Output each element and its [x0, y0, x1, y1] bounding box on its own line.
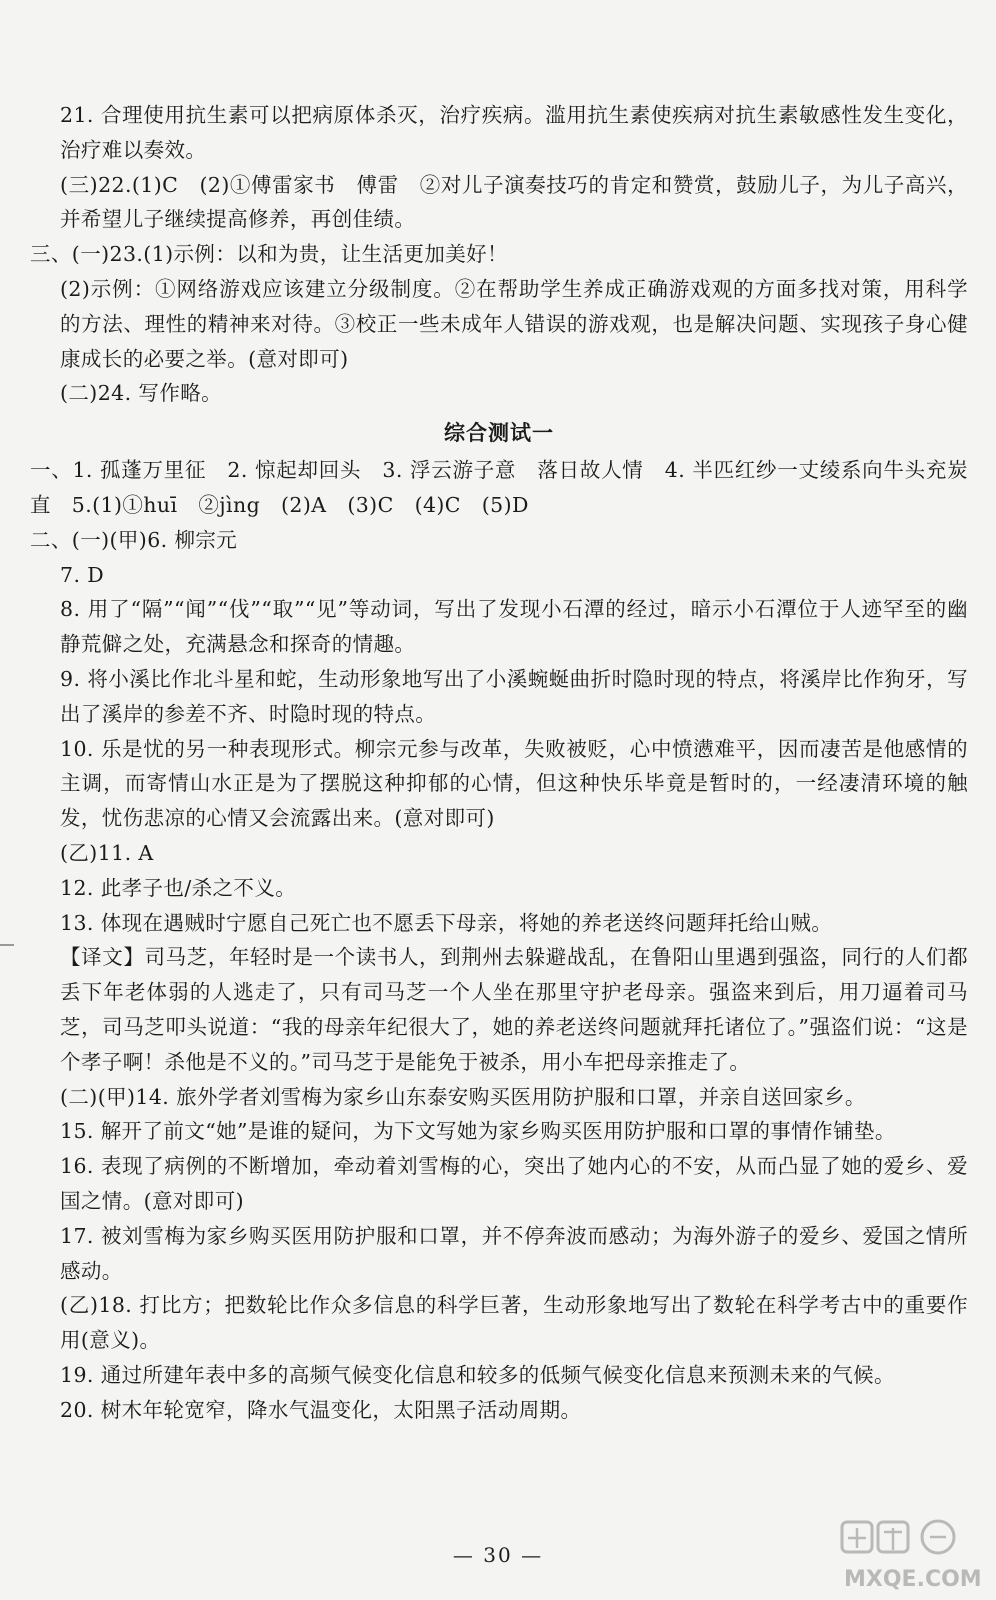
answer-line: 8. 用了“隔”“闻”“伐”“取”“见”等动词，写出了发现小石潭的经过，暗示小石潭位于人迹罕至的幽静荒僻之处，充满悬念和探奇的情趣。	[60, 597, 968, 657]
answer-line: 13. 体现在遇贼时宁愿自己死亡也不愿丢下母亲，将她的养老送终问题拜托给山贼。	[60, 910, 833, 935]
scan-edge-mark	[0, 944, 14, 946]
answer-content	[30, 98, 968, 1427]
answer-line: 20. 树木年轮宽窄，降水气温变化，太阳黑子活动周期。	[60, 1397, 582, 1422]
answer-line: 19. 通过所建年表中多的高频气候变化信息和较多的低频气候变化信息来预测未来的气候。	[60, 1362, 895, 1387]
svg-text:MXQE.COM: MXQE.COM	[844, 1567, 982, 1592]
answer-line: 三、(一)23.(1)示例：以和为贵，让生活更加美好！	[30, 242, 508, 267]
page-number: — 30 —	[452, 1543, 544, 1567]
previous-test-answers	[30, 98, 968, 411]
answer-line: (二)24. 写作略。	[60, 381, 223, 406]
answer-line: (二)(甲)14. 旅外学者刘雪梅为家乡山东泰安购买医用防护服和口罩，并亲自送回家乡。	[60, 1084, 866, 1109]
answer-line: 【译文】司马芝，年轻时是一个读书人，到荆州去躲避战乱，在鲁阳山里遇到强盗，同行的人们都丢下年老体弱的人逃走了，只有司马芝一个人坐在那里守护老母亲。强盗来到后，用刀逼着司马芝，司马芝叩头说道：“我的母亲年纪很大了，她的养老送终问题就拜托诸位了。”强盗们说：“这是个孝子啊！杀他是不义的。”司马芝于是能免于被杀，用小车把母亲推走了。	[60, 945, 968, 1074]
answer-line: 7. D	[60, 562, 105, 587]
answer-line: 15. 解开了前文“她”是谁的疑问，为下文写她为家乡购买医用防护服和口罩的事情作铺垫。	[60, 1119, 896, 1144]
answer-line: (乙)11. A	[60, 840, 154, 865]
answer-line: (三)22.(1)C (2)①傅雷家书 傅雷 ②对儿子演奏技巧的肯定和赞赏，鼓励儿子，为儿子高兴，并希望儿子继续提高修养，再创佳绩。	[60, 172, 968, 232]
answer-line: 12. 此孝子也/杀之不义。	[60, 875, 297, 900]
answer-line: 二、(一)(甲)6. 柳宗元	[30, 527, 238, 552]
watermark-logo-icon	[838, 1516, 988, 1594]
answer-line: 21. 合理使用抗生素可以把病原体杀灭，治疗疾病。滥用抗生素使疾病对抗生素敏感性发生变化，治疗难以奏效。	[60, 103, 968, 162]
answer-line: (2)示例：①网络游戏应该建立分级制度。②在帮助学生养成正确游戏观的方面多找对策，用科学的方法、理性的精神来对待。③校正一些未成年人错误的游戏观，也是解决问题、实现孩子身心健康成长的必要之举。(意对即可)	[60, 276, 968, 371]
answer-line: 9. 将小溪比作北斗星和蛇，生动形象地写出了小溪蜿蜒曲折时隐时现的特点，将溪岸比作狗牙，写出了溪岸的参差不齐、时隐时现的特点。	[60, 666, 968, 726]
section-title: 综合测试一	[444, 420, 554, 446]
answer-line: (乙)18. 打比方；把数轮比作众多信息的科学巨著，生动形象地写出了数轮在科学考古中的重要作用(意义)。	[60, 1293, 968, 1353]
answer-line: 17. 被刘雪梅为家乡购买医用防护服和口罩，并不停奔波而感动；为海外游子的爱乡、爱国之情所感动。	[60, 1223, 968, 1283]
answer-line: 16. 表现了病例的不断增加，牵动着刘雪梅的心，突出了她内心的不安，从而凸显了她的爱乡、爱国之情。(意对即可)	[60, 1154, 968, 1213]
comprehensive-test-answers	[30, 453, 968, 1427]
answer-line: 一、1. 孤蓬万里征 2. 惊起却回头 3. 浮云游子意 落日故人情 4. 半匹红纱一丈绫系向牛头充炭直 5.(1)①huī ②jìng (2)A (3)C (4)C (5)D	[30, 458, 968, 517]
answer-line: 10. 乐是忧的另一种表现形式。柳宗元参与改革，失败被贬，心中愤懑难平，因而凄苦是他感情的主调，而寄情山水正是为了摆脱这种抑郁的心情，但这种快乐毕竟是暂时的，一经凄清环境的触发，忧伤悲凉的心情又会流露出来。(意对即可)	[60, 736, 968, 831]
